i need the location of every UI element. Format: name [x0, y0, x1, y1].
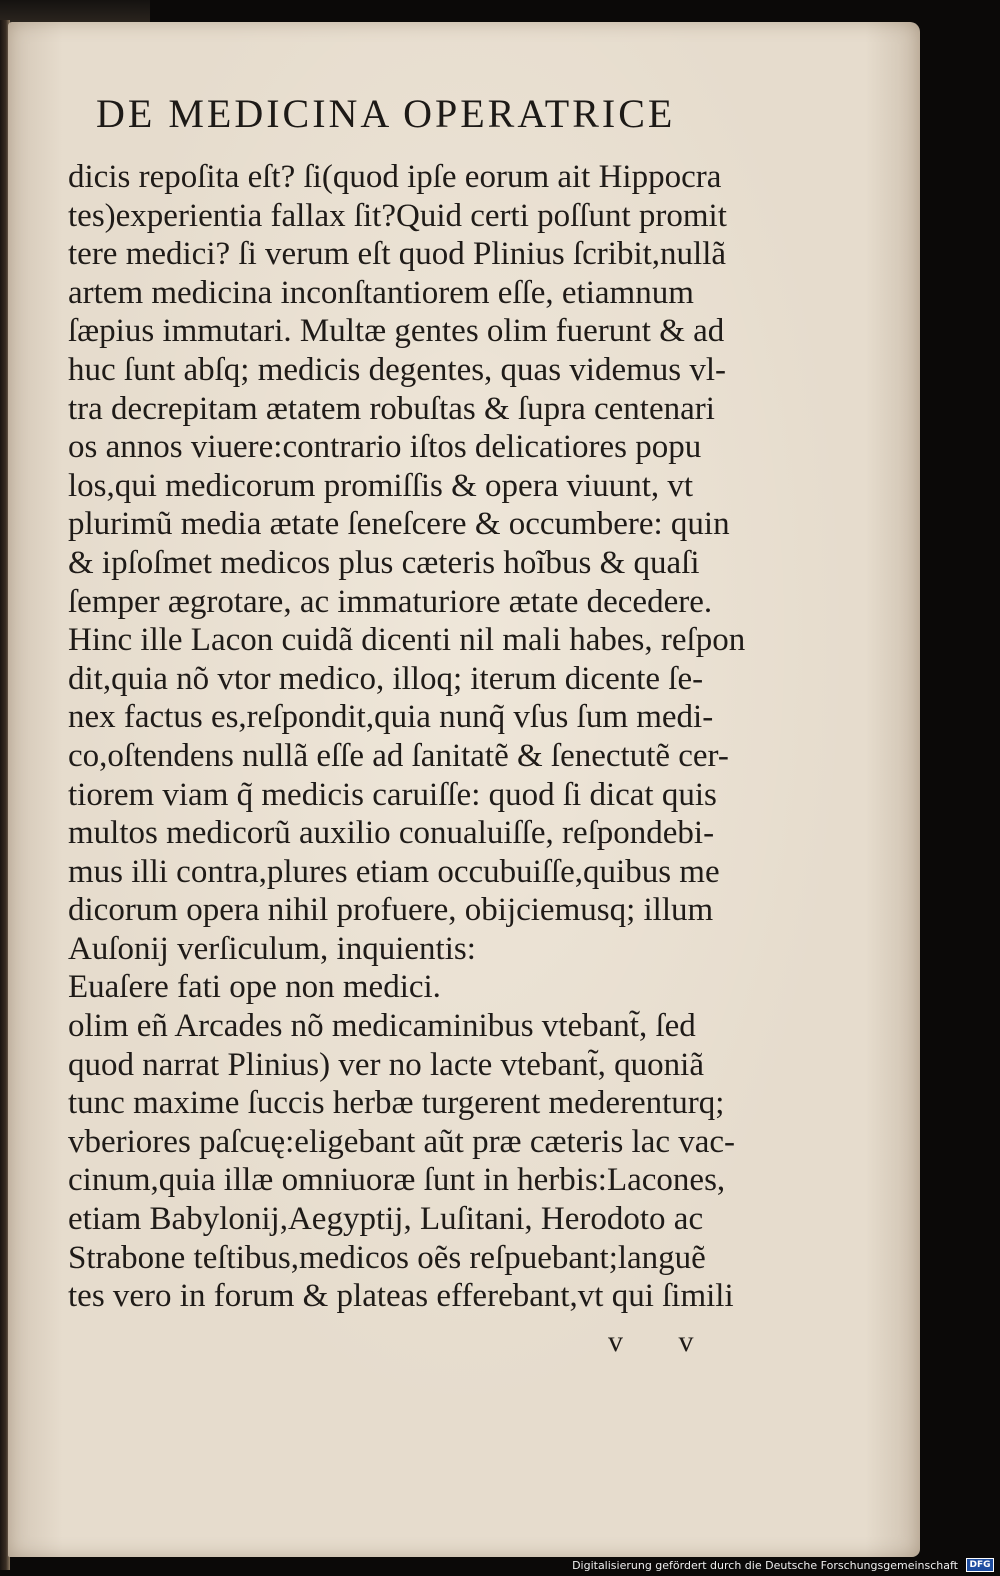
text-line: dit,quia nõ vtor medico, illoq; iterum dicente ſe- [68, 660, 704, 697]
text-line: ſæpius immutari. Multæ gentes olim fuerunt & ad [68, 313, 725, 350]
text-line: dicis repoſita eſt? ſi(quod ipſe eorum ait Hippocra [68, 159, 722, 195]
dfg-logo-icon: DFG [966, 1558, 994, 1572]
text-line: tes vero in forum & plateas efferebant,vt qui ſimili [68, 1278, 734, 1315]
text-line: mus illi contra,plures etiam occubuiſſe,quibus me [68, 853, 720, 890]
text-line: nex factus es,reſpondit,quia nunq̃ vſus ſum medi- [68, 699, 714, 736]
text-line: plurimũ media ætate ſeneſcere & occumbere: quin [68, 506, 730, 543]
text-line: co,oſtendens nullã eſſe ad ſanitatẽ & ſenectutẽ cer- [68, 737, 729, 774]
book-page [8, 22, 920, 1557]
text-line: tunc maxime ſuccis herbæ turgerent mederenturq; [68, 1085, 725, 1122]
text-line: tes)experientia fallax ſit?Quid certi poſſunt promit [68, 197, 727, 234]
text-line: olim eñ Arcades nõ medicaminibus vtebant̃, ſed [68, 1008, 696, 1045]
text-line: cinum,quia illæ omniuoræ ſunt in herbis:Lacones, [68, 1162, 726, 1199]
text-line: quod narrat Plinius) ver no lacte vtebant̃, quoniã [68, 1046, 704, 1083]
text-line: etiam Babylonij,Aegyptij, Luſitani, Herodoto ac [68, 1201, 704, 1238]
text-line: dicorum opera nihil profuere, obijciemusq; illum [68, 892, 714, 929]
text-line: multos medicorũ auxilio conualuiſſe, reſpondebi- [68, 815, 715, 852]
text-line: ſemper ægrotare, ac immaturiore ætate decedere. [68, 583, 713, 620]
running-head: DE MEDICINA OPERATRICE [96, 91, 676, 136]
text-line: vberiores paſcuę:eligebant aũt præ cæteris lac vac- [68, 1123, 736, 1160]
text-line: Hinc ille Lacon cuidã dicenti nil mali habes, reſpon [68, 622, 746, 659]
text-line: artem medicina inconſtantiorem eſſe, etiamnum [68, 274, 694, 311]
text-line: & ipſoſmet medicos plus cæteris hoĩbus & quaſi [68, 544, 700, 581]
signature-mark: v v [608, 1325, 718, 1358]
text-line: os annos viuere:contrario iſtos delicatiores popu [68, 429, 702, 466]
body-text [68, 158, 798, 1316]
text-line: Euaſere fati ope non medici. [68, 969, 441, 1006]
text-line: Auſonij verſiculum, inquientis: [68, 930, 476, 967]
digitization-credit: Digitalisierung gefördert durch die Deutsche Forschungsgemeinschaft [572, 1559, 958, 1572]
text-line: tere medici? ſi verum eſt quod Plinius ſcribit,nullã [68, 236, 727, 273]
text-line: los,qui medicorum promiſſis & opera viuunt, vt [68, 467, 694, 504]
text-line: huc ſunt abſq; medicis degentes, quas videmus vl- [68, 351, 727, 388]
text-line: Strabone teſtibus,medicos oẽs reſpuebant;languẽ [68, 1239, 706, 1276]
text-line: tiorem viam q̃ medicis caruiſſe: quod ſi dicat quis [68, 776, 717, 813]
book-top-edge [0, 0, 150, 22]
text-line: tra decrepitam ætatem robuſtas & ſupra centenari [68, 390, 715, 427]
